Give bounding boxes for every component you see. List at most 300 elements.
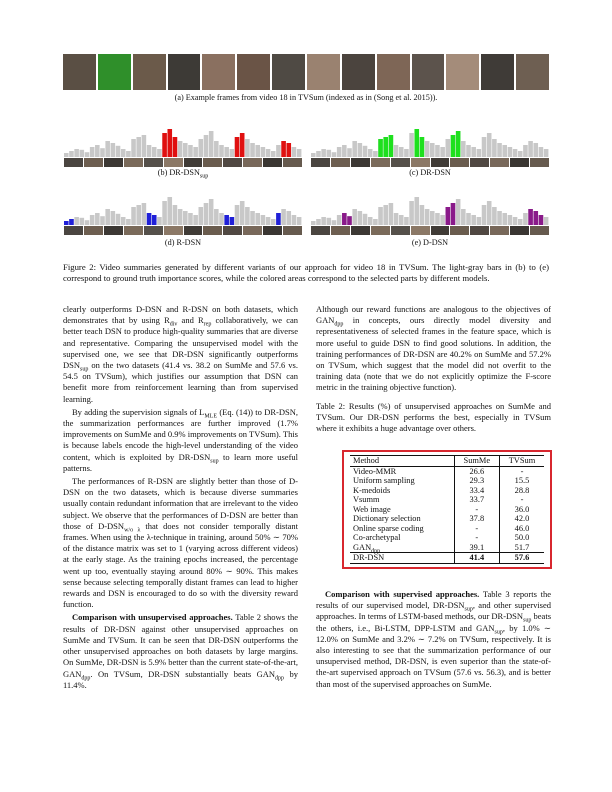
paragraph: Although our reward functions are analogous to the objectives of $GAN_{dpp}$ in concepts, ours directly model diversity and representativeness of selected frames in the feature space, which is more useful to guide DSN to find good solutions. In addition, the training performances of DR-DSN are 40.2% on SumMe and 57.2% on TVSum, which suggest that the model did not overfit to the training data (note that we do not explicitly optimize the F-score metric in the training objective function). bbox=[316, 304, 551, 393]
ground-truth-bar bbox=[311, 153, 316, 157]
ground-truth-bar bbox=[446, 139, 451, 157]
thumbnail bbox=[124, 158, 143, 167]
selected-bar bbox=[347, 216, 352, 225]
ground-truth-bar bbox=[266, 149, 271, 157]
selected-bar bbox=[167, 129, 172, 157]
ground-truth-bar bbox=[193, 147, 198, 157]
thumbnail bbox=[243, 226, 262, 235]
table-row bbox=[350, 543, 544, 553]
thumbnail bbox=[431, 226, 450, 235]
ground-truth-bar bbox=[363, 214, 368, 225]
thumbnail bbox=[144, 158, 163, 167]
ground-truth-bar bbox=[80, 150, 85, 157]
selected-bar bbox=[451, 135, 456, 157]
ground-truth-bar bbox=[311, 221, 316, 225]
ground-truth-bar bbox=[528, 141, 533, 157]
paragraph: Comparison with supervised approaches. Table 3 reports the results of our supervised model, $DR-DSN_{sup}$, and other supervised approaches. In terms of LSTM-based methods, our $DR-DSN_{sup}$ beats the others, i.e., Bi-LSTM, DPP-LSTM and $GAN_{sup}$, by 1.0% ∼ 12.0% on SumMe and 3.2% ∼ 7.2% on TVSum, respectively. It is also interesting to see that the summarization performance of our unsupervised method, DR-DSN, is even superior than the state-of-the-art supervised approach on TVSum (57.6 vs. 56.3), and is better than most of the supervised approaches on SumMe. bbox=[316, 589, 552, 689]
score-cell: - bbox=[499, 466, 544, 476]
thumbnail bbox=[184, 226, 203, 235]
ground-truth-bar bbox=[255, 213, 260, 225]
thumbnail bbox=[351, 226, 370, 235]
ground-truth-bar bbox=[250, 211, 255, 225]
ground-truth-bar bbox=[199, 207, 204, 225]
thumbnail bbox=[530, 226, 549, 235]
table-row bbox=[350, 553, 544, 564]
thumbnail bbox=[144, 226, 163, 235]
selected-bar bbox=[342, 213, 347, 225]
thumbnail bbox=[164, 158, 183, 167]
score-cell: 15.5 bbox=[499, 476, 544, 486]
thumbnail bbox=[184, 158, 203, 167]
score-cell: 50.0 bbox=[499, 533, 544, 543]
thumbnail bbox=[371, 226, 390, 235]
table-row bbox=[350, 514, 544, 524]
method-cell: Co-archetypal bbox=[353, 533, 401, 542]
ground-truth-bar bbox=[90, 147, 95, 157]
selected-bar bbox=[240, 133, 245, 157]
ground-truth-bar bbox=[64, 153, 69, 157]
ground-truth-bar bbox=[111, 143, 116, 157]
ground-truth-bar bbox=[399, 147, 404, 157]
ground-truth-bar bbox=[230, 149, 235, 157]
ground-truth-bar bbox=[342, 145, 347, 157]
ground-truth-bar bbox=[95, 145, 100, 157]
ground-truth-bar bbox=[321, 217, 326, 225]
thumbnail-strip-c bbox=[311, 158, 549, 167]
caption-b: (b) $DR-DSN_{sup}$ bbox=[157, 168, 209, 180]
ground-truth-bar bbox=[409, 201, 414, 225]
ground-truth-bar bbox=[136, 205, 141, 225]
chart-d-dsn bbox=[311, 185, 549, 225]
ground-truth-bar bbox=[136, 137, 141, 157]
ground-truth-bar bbox=[332, 152, 337, 157]
section-heading: Comparison with unsupervised approaches. bbox=[72, 612, 233, 623]
ground-truth-bar bbox=[327, 150, 332, 157]
ground-truth-bar bbox=[271, 151, 276, 157]
right-column bbox=[316, 304, 551, 436]
ground-truth-bar bbox=[209, 131, 214, 157]
thumbnail bbox=[510, 226, 529, 235]
selected-bar bbox=[235, 137, 240, 157]
ground-truth-bar bbox=[502, 145, 507, 157]
score-cell: 46.0 bbox=[499, 524, 544, 534]
ground-truth-bar bbox=[224, 147, 229, 157]
video-frame bbox=[133, 54, 166, 90]
caption-a: (a) Example frames from video 18 in TVSum (indexed as in (Song et al. 2015)). bbox=[174, 93, 438, 102]
ground-truth-bar bbox=[513, 149, 518, 157]
score-cell: 28.8 bbox=[499, 486, 544, 496]
ground-truth-bar bbox=[297, 217, 302, 225]
method-cell: $GAN_{dpp}$ bbox=[353, 542, 381, 555]
score-cell: 33.4 bbox=[454, 486, 499, 496]
ground-truth-bar bbox=[131, 139, 136, 157]
ground-truth-bar bbox=[121, 149, 126, 157]
ground-truth-bar bbox=[183, 143, 188, 157]
ground-truth-bar bbox=[394, 213, 399, 225]
ground-truth-bar bbox=[440, 147, 445, 157]
ground-truth-bar bbox=[425, 141, 430, 157]
thumbnail bbox=[391, 158, 410, 167]
video-frame bbox=[98, 54, 131, 90]
ground-truth-bar bbox=[502, 213, 507, 225]
ground-truth-bar bbox=[199, 139, 204, 157]
ground-truth-bar bbox=[142, 135, 147, 157]
thumbnail bbox=[311, 158, 330, 167]
method-cell: K-medoids bbox=[353, 485, 391, 495]
selected-bar bbox=[152, 215, 157, 225]
ground-truth-bar bbox=[126, 151, 131, 157]
score-cell: 26.6 bbox=[454, 466, 499, 476]
thumbnail-strip-b bbox=[64, 158, 302, 167]
thumbnail bbox=[470, 226, 489, 235]
ground-truth-bar bbox=[518, 219, 523, 225]
ground-truth-bar bbox=[368, 149, 373, 157]
ground-truth-bar bbox=[487, 133, 492, 157]
col-header-tvsum: TVSum bbox=[499, 456, 544, 467]
thumbnail bbox=[263, 158, 282, 167]
ground-truth-bar bbox=[456, 199, 461, 225]
video-frame bbox=[202, 54, 235, 90]
left-column bbox=[63, 304, 298, 693]
ground-truth-bar bbox=[235, 205, 240, 225]
ground-truth-bar bbox=[219, 145, 224, 157]
ground-truth-bar bbox=[492, 207, 497, 225]
ground-truth-bar bbox=[245, 207, 250, 225]
selected-bar bbox=[64, 221, 69, 225]
col-header-summe: SumMe bbox=[454, 456, 499, 467]
ground-truth-bar bbox=[183, 211, 188, 225]
ground-truth-bar bbox=[214, 141, 219, 157]
thumbnail bbox=[104, 158, 123, 167]
ground-truth-bar bbox=[373, 151, 378, 157]
ground-truth-bar bbox=[85, 220, 90, 225]
table-row bbox=[350, 476, 544, 486]
video-frame bbox=[446, 54, 479, 90]
thumbnail bbox=[203, 158, 222, 167]
paragraph: clearly outperforms D-DSN and R-DSN on both datasets, which demonstrates that by using $R_{div}$ and $R_{rep}$ collaboratively, we can better teach DSN to produce high-quality summaries that are diverse and representative. Comparing the unsupervised model with the supervised one, we see that DR-DSN significantly outperforms $DSN_{sup}$ on the two datasets (41.4 vs. 38.2 on SumMe and 57.6 vs. 54.5 on TVSum), which justifies our assumption that DSN can benefit more from reinforcement learning than from supervised learning. bbox=[63, 304, 299, 404]
ground-truth-bar bbox=[157, 217, 162, 225]
caption-d: (d) R-DSN bbox=[164, 238, 202, 247]
thumbnail bbox=[490, 158, 509, 167]
thumbnail bbox=[84, 158, 103, 167]
selected-bar bbox=[162, 133, 167, 157]
table-caption: Table 2: Results (%) of unsupervised approaches on SumMe and TVSum. Our DR-DSN performs the best, especially in TVSum where it exhibits a huge advantage over others. bbox=[316, 400, 551, 434]
ground-truth-bar bbox=[389, 203, 394, 225]
thumbnail bbox=[411, 158, 430, 167]
ground-truth-bar bbox=[204, 203, 209, 225]
selected-bar bbox=[281, 141, 286, 157]
thumbnail bbox=[391, 226, 410, 235]
chart-dr-dsn-sup bbox=[64, 117, 302, 157]
caption-e: (e) D-DSN bbox=[411, 238, 449, 247]
score-cell: 36.0 bbox=[499, 505, 544, 515]
selected-bar bbox=[539, 215, 544, 225]
selected-bar bbox=[147, 213, 152, 225]
ground-truth-bar bbox=[373, 219, 378, 225]
ground-truth-bar bbox=[111, 211, 116, 225]
ground-truth-bar bbox=[471, 215, 476, 225]
ground-truth-bar bbox=[508, 147, 513, 157]
score-cell: 41.4 bbox=[454, 553, 499, 564]
ground-truth-bar bbox=[383, 205, 388, 225]
thumbnail bbox=[311, 226, 330, 235]
selected-bar bbox=[224, 215, 229, 225]
ground-truth-bar bbox=[85, 152, 90, 157]
ground-truth-bar bbox=[404, 217, 409, 225]
thumbnail bbox=[104, 226, 123, 235]
ground-truth-bar bbox=[100, 148, 105, 157]
ground-truth-bar bbox=[440, 215, 445, 225]
selected-bar bbox=[420, 137, 425, 157]
ground-truth-bar bbox=[116, 146, 121, 157]
ground-truth-bar bbox=[95, 213, 100, 225]
ground-truth-bar bbox=[466, 213, 471, 225]
score-cell: 42.0 bbox=[499, 514, 544, 524]
score-cell: - bbox=[499, 495, 544, 505]
thumbnail bbox=[283, 226, 302, 235]
ground-truth-bar bbox=[147, 145, 152, 157]
score-cell: 51.7 bbox=[499, 543, 544, 553]
chart-r-dsn bbox=[64, 185, 302, 225]
ground-truth-bar bbox=[487, 201, 492, 225]
thumbnail bbox=[490, 226, 509, 235]
table-row bbox=[350, 524, 544, 534]
ground-truth-bar bbox=[352, 141, 357, 157]
ground-truth-bar bbox=[219, 213, 224, 225]
score-cell: 37.8 bbox=[454, 514, 499, 524]
ground-truth-bar bbox=[435, 145, 440, 157]
ground-truth-bar bbox=[425, 209, 430, 225]
ground-truth-bar bbox=[157, 149, 162, 157]
ground-truth-bar bbox=[409, 133, 414, 157]
ground-truth-bar bbox=[513, 217, 518, 225]
thumbnail bbox=[124, 226, 143, 235]
chart-dr-dsn bbox=[311, 117, 549, 157]
ground-truth-bar bbox=[539, 147, 544, 157]
ground-truth-bar bbox=[477, 149, 482, 157]
panel-b bbox=[64, 117, 302, 157]
selected-bar bbox=[276, 213, 281, 225]
ground-truth-bar bbox=[131, 207, 136, 225]
ground-truth-bar bbox=[245, 139, 250, 157]
ground-truth-bar bbox=[173, 205, 178, 225]
ground-truth-bar bbox=[240, 201, 245, 225]
ground-truth-bar bbox=[74, 149, 79, 157]
method-cell: Dictionary selection bbox=[353, 514, 421, 523]
video-frame bbox=[377, 54, 410, 90]
ground-truth-bar bbox=[69, 151, 74, 157]
ground-truth-bar bbox=[358, 211, 363, 225]
figure-caption: Figure 2: Video summaries generated by different variants of our approach for video 18 in TVSum. The light-gray bars in (b) to (e) correspond to ground truth importance scores, while the colored areas correspond to the selected parts by different models. bbox=[63, 262, 549, 283]
selected-bar bbox=[69, 219, 74, 225]
ground-truth-bar bbox=[518, 151, 523, 157]
panel-e bbox=[311, 185, 549, 225]
ground-truth-bar bbox=[297, 149, 302, 157]
ground-truth-bar bbox=[100, 216, 105, 225]
selected-bar bbox=[230, 217, 235, 225]
table-row bbox=[350, 495, 544, 505]
video-frame bbox=[307, 54, 340, 90]
ground-truth-bar bbox=[399, 215, 404, 225]
thumbnail bbox=[283, 158, 302, 167]
ground-truth-bar bbox=[430, 143, 435, 157]
ground-truth-bar bbox=[121, 217, 126, 225]
ground-truth-bar bbox=[368, 217, 373, 225]
video-frame bbox=[63, 54, 96, 90]
ground-truth-bar bbox=[261, 147, 266, 157]
video-frame bbox=[481, 54, 514, 90]
ground-truth-bar bbox=[74, 217, 79, 225]
thumbnail bbox=[411, 226, 430, 235]
video-frame bbox=[237, 54, 270, 90]
ground-truth-bar bbox=[482, 205, 487, 225]
ground-truth-bar bbox=[471, 147, 476, 157]
section-heading: Comparison with supervised approaches. bbox=[325, 589, 480, 599]
selected-bar bbox=[173, 137, 178, 157]
paragraph: Comparison with unsupervised approaches. Table 2 shows the results of DR-DSN against other unsupervised approaches on SumMe and TVSum. It can be seen that DR-DSN outperforms the other unsupervised approaches on both datasets by large margins. On SumMe, DR-DSN is 5.9% better than the current state-of-the-art, $GAN_{dpp}$. On TVSum, DR-DSN substantially beats $GAN_{dpp}$ by 11.4%. bbox=[63, 612, 298, 690]
ground-truth-bar bbox=[188, 145, 193, 157]
ground-truth-bar bbox=[466, 145, 471, 157]
ground-truth-bar bbox=[167, 197, 172, 225]
selected-bar bbox=[446, 207, 451, 225]
ground-truth-bar bbox=[116, 214, 121, 225]
video-frame bbox=[168, 54, 201, 90]
thumbnail bbox=[243, 158, 262, 167]
ground-truth-bar bbox=[414, 197, 419, 225]
selected-bar bbox=[414, 129, 419, 157]
ground-truth-bar bbox=[363, 146, 368, 157]
ground-truth-bar bbox=[378, 207, 383, 225]
score-cell: 33.7 bbox=[454, 495, 499, 505]
selected-bar bbox=[451, 203, 456, 225]
thumbnail bbox=[164, 226, 183, 235]
score-cell: - bbox=[454, 533, 499, 543]
selected-bar bbox=[533, 211, 538, 225]
ground-truth-bar bbox=[178, 141, 183, 157]
thumbnail bbox=[223, 158, 242, 167]
thumbnail bbox=[371, 158, 390, 167]
ground-truth-bar bbox=[178, 209, 183, 225]
method-cell: Uniform sampling bbox=[353, 476, 415, 485]
ground-truth-bar bbox=[188, 213, 193, 225]
method-cell: Web image bbox=[353, 504, 391, 514]
ground-truth-bar bbox=[276, 145, 281, 157]
thumbnail-strip-d bbox=[64, 226, 302, 235]
ground-truth-bar bbox=[477, 217, 482, 225]
ground-truth-bar bbox=[544, 149, 549, 157]
ground-truth-bar bbox=[358, 143, 363, 157]
ground-truth-bar bbox=[404, 149, 409, 157]
thumbnail bbox=[331, 158, 350, 167]
table-row bbox=[350, 486, 544, 496]
ground-truth-bar bbox=[332, 220, 337, 225]
score-cell: - bbox=[454, 524, 499, 534]
thumbnail bbox=[84, 226, 103, 235]
paragraph: By adding the supervision signals of $L_{MLE}$ (Eq. (14)) to DR-DSN, the summarization performances are further improved (1.7% improvements on SumMe and 0.9% improvements on TVSum). This is because labels encode the high-level understanding of the video content, which is exploited by $DR-DSN_{sup}$ to learn more useful patterns. bbox=[63, 406, 299, 473]
ground-truth-bar bbox=[292, 215, 297, 225]
thumbnail bbox=[530, 158, 549, 167]
ground-truth-bar bbox=[271, 219, 276, 225]
thumbnail bbox=[450, 158, 469, 167]
ground-truth-bar bbox=[105, 209, 110, 225]
method-cell: Vsumm bbox=[353, 495, 380, 504]
ground-truth-bar bbox=[316, 219, 321, 225]
ground-truth-bar bbox=[255, 145, 260, 157]
thumbnail bbox=[64, 158, 83, 167]
video-frame bbox=[412, 54, 445, 90]
ground-truth-bar bbox=[523, 213, 528, 225]
ground-truth-bar bbox=[209, 199, 214, 225]
score-cell: 29.3 bbox=[454, 476, 499, 486]
ground-truth-bar bbox=[286, 211, 291, 225]
paragraph: The performances of R-DSN are slightly better than those of D-DSN on the two datasets, which is because diverse summaries usually contain redundant information that are irrelevant to the video subject. We observe that the performances of D-DSN are better than those of $D-DSN_{w/o \lambda}$ that does not consider temporally distant frames. When using the λ-technique in training, around 50% ∼ 70% of the distance matrix was set to 1 (varying across different videos) at the early stage. As the training epochs increased, the percentage went up too, eventually staying around 80% ∼ 90%. This makes sense because selecting temporally distant frames can lead to higher rewards and DSN is encouraged to do so with the diversity reward function. bbox=[63, 476, 298, 610]
panel-d bbox=[64, 185, 302, 225]
col-header-method: Method bbox=[350, 456, 454, 467]
selected-bar bbox=[378, 139, 383, 157]
ground-truth-bar bbox=[105, 141, 110, 157]
method-cell: Video-MMR bbox=[353, 466, 397, 476]
thumbnail bbox=[331, 226, 350, 235]
ground-truth-bar bbox=[292, 147, 297, 157]
ground-truth-bar bbox=[497, 143, 502, 157]
selected-bar bbox=[389, 135, 394, 157]
selected-bar bbox=[286, 143, 291, 157]
ground-truth-bar bbox=[347, 148, 352, 157]
ground-truth-bar bbox=[327, 218, 332, 225]
table-row bbox=[350, 466, 544, 476]
ground-truth-bar bbox=[250, 143, 255, 157]
thumbnail bbox=[450, 226, 469, 235]
score-cell: 39.1 bbox=[454, 543, 499, 553]
ground-truth-bar bbox=[281, 209, 286, 225]
ground-truth-bar bbox=[533, 143, 538, 157]
ground-truth-bar bbox=[214, 209, 219, 225]
ground-truth-bar bbox=[261, 215, 266, 225]
thumbnail bbox=[263, 226, 282, 235]
score-cell: 57.6 bbox=[499, 553, 544, 564]
ground-truth-bar bbox=[394, 145, 399, 157]
thumbnail bbox=[351, 158, 370, 167]
selected-bar bbox=[456, 131, 461, 157]
ground-truth-bar bbox=[430, 211, 435, 225]
ground-truth-bar bbox=[497, 211, 502, 225]
ground-truth-bar bbox=[544, 217, 549, 225]
ground-truth-bar bbox=[321, 149, 326, 157]
ground-truth-bar bbox=[80, 218, 85, 225]
ground-truth-bar bbox=[193, 215, 198, 225]
ground-truth-bar bbox=[523, 145, 528, 157]
selected-bar bbox=[383, 137, 388, 157]
ground-truth-bar bbox=[461, 209, 466, 225]
ground-truth-bar bbox=[126, 219, 131, 225]
video-frame bbox=[272, 54, 305, 90]
thumbnail bbox=[510, 158, 529, 167]
ground-truth-bar bbox=[482, 137, 487, 157]
video-frame bbox=[342, 54, 375, 90]
ground-truth-bar bbox=[352, 209, 357, 225]
ground-truth-bar bbox=[204, 135, 209, 157]
thumbnail bbox=[64, 226, 83, 235]
thumbnail bbox=[203, 226, 222, 235]
ground-truth-bar bbox=[142, 203, 147, 225]
ground-truth-bar bbox=[152, 147, 157, 157]
selected-bar bbox=[528, 209, 533, 225]
ground-truth-bar bbox=[492, 139, 497, 157]
caption-c: (c) DR-DSN bbox=[409, 168, 451, 177]
results-table bbox=[350, 455, 544, 564]
thumbnail bbox=[431, 158, 450, 167]
thumbnail bbox=[470, 158, 489, 167]
